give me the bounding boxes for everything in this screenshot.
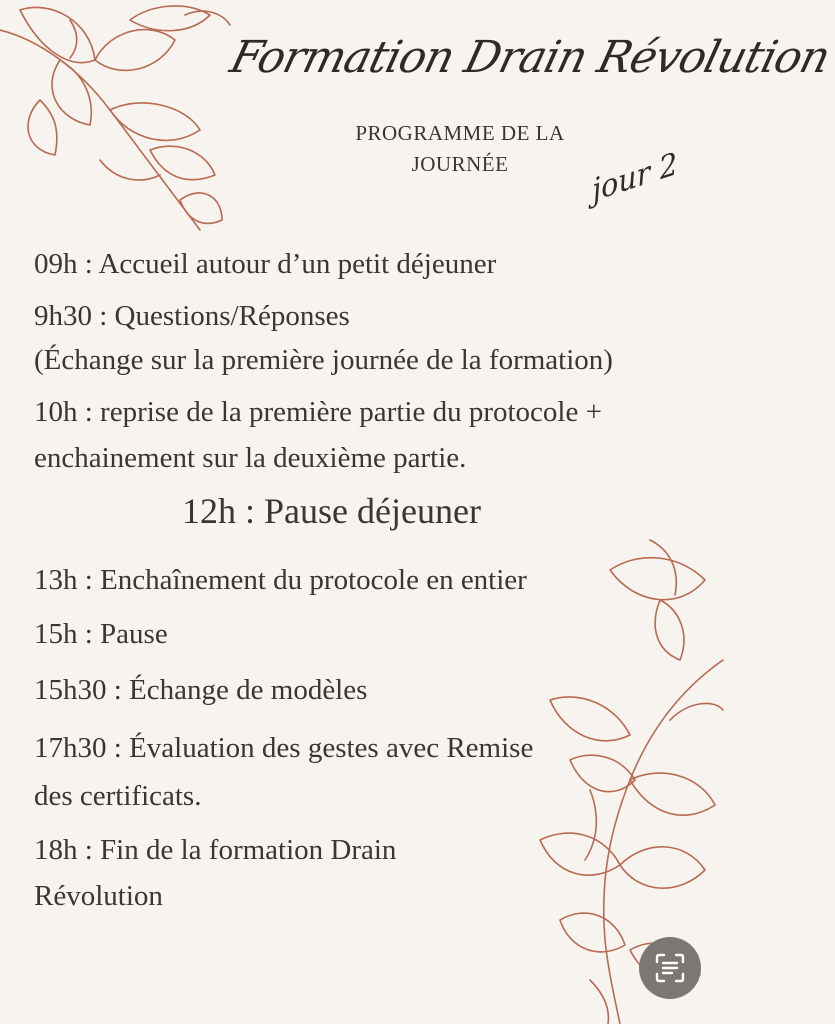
schedule-line: 09h : Accueil autour d’un petit déjeuner <box>34 248 497 280</box>
lunch-break <box>0 490 723 532</box>
schedule-line: enchainement sur la deuxième partie. <box>34 442 467 474</box>
text-scan-icon <box>653 951 687 985</box>
schedule-line: (Échange sur la première journée de la formation) <box>34 344 613 376</box>
floral-decoration-top-left <box>0 0 250 240</box>
schedule-line: 15h : Pause <box>34 618 168 650</box>
schedule-line: Révolution <box>34 880 163 912</box>
subtitle-line-2: JOURNÉE <box>411 152 509 176</box>
schedule-line: des certificats. <box>34 780 202 812</box>
schedule-line: 15h30 : Échange de modèles <box>34 674 368 706</box>
document-title: Formation Drain Révolution <box>225 32 835 83</box>
schedule-line: 17h30 : Évaluation des gestes avec Remise <box>34 732 534 764</box>
schedule-line: 9h30 : Questions/Réponses <box>34 300 350 332</box>
lunch-break-text: 12h : Pause déjeuner <box>182 491 481 531</box>
schedule-line: 18h : Fin de la formation Drain <box>34 834 397 866</box>
program-subtitle <box>330 118 590 180</box>
scan-text-button[interactable] <box>639 937 701 999</box>
schedule-line: 10h : reprise de la première partie du protocole + <box>34 396 602 428</box>
schedule-line: 13h : Enchaînement du protocole en entier <box>34 564 527 596</box>
day-label: jour 2 <box>590 145 680 210</box>
subtitle-line-1: PROGRAMME DE LA <box>355 121 565 145</box>
